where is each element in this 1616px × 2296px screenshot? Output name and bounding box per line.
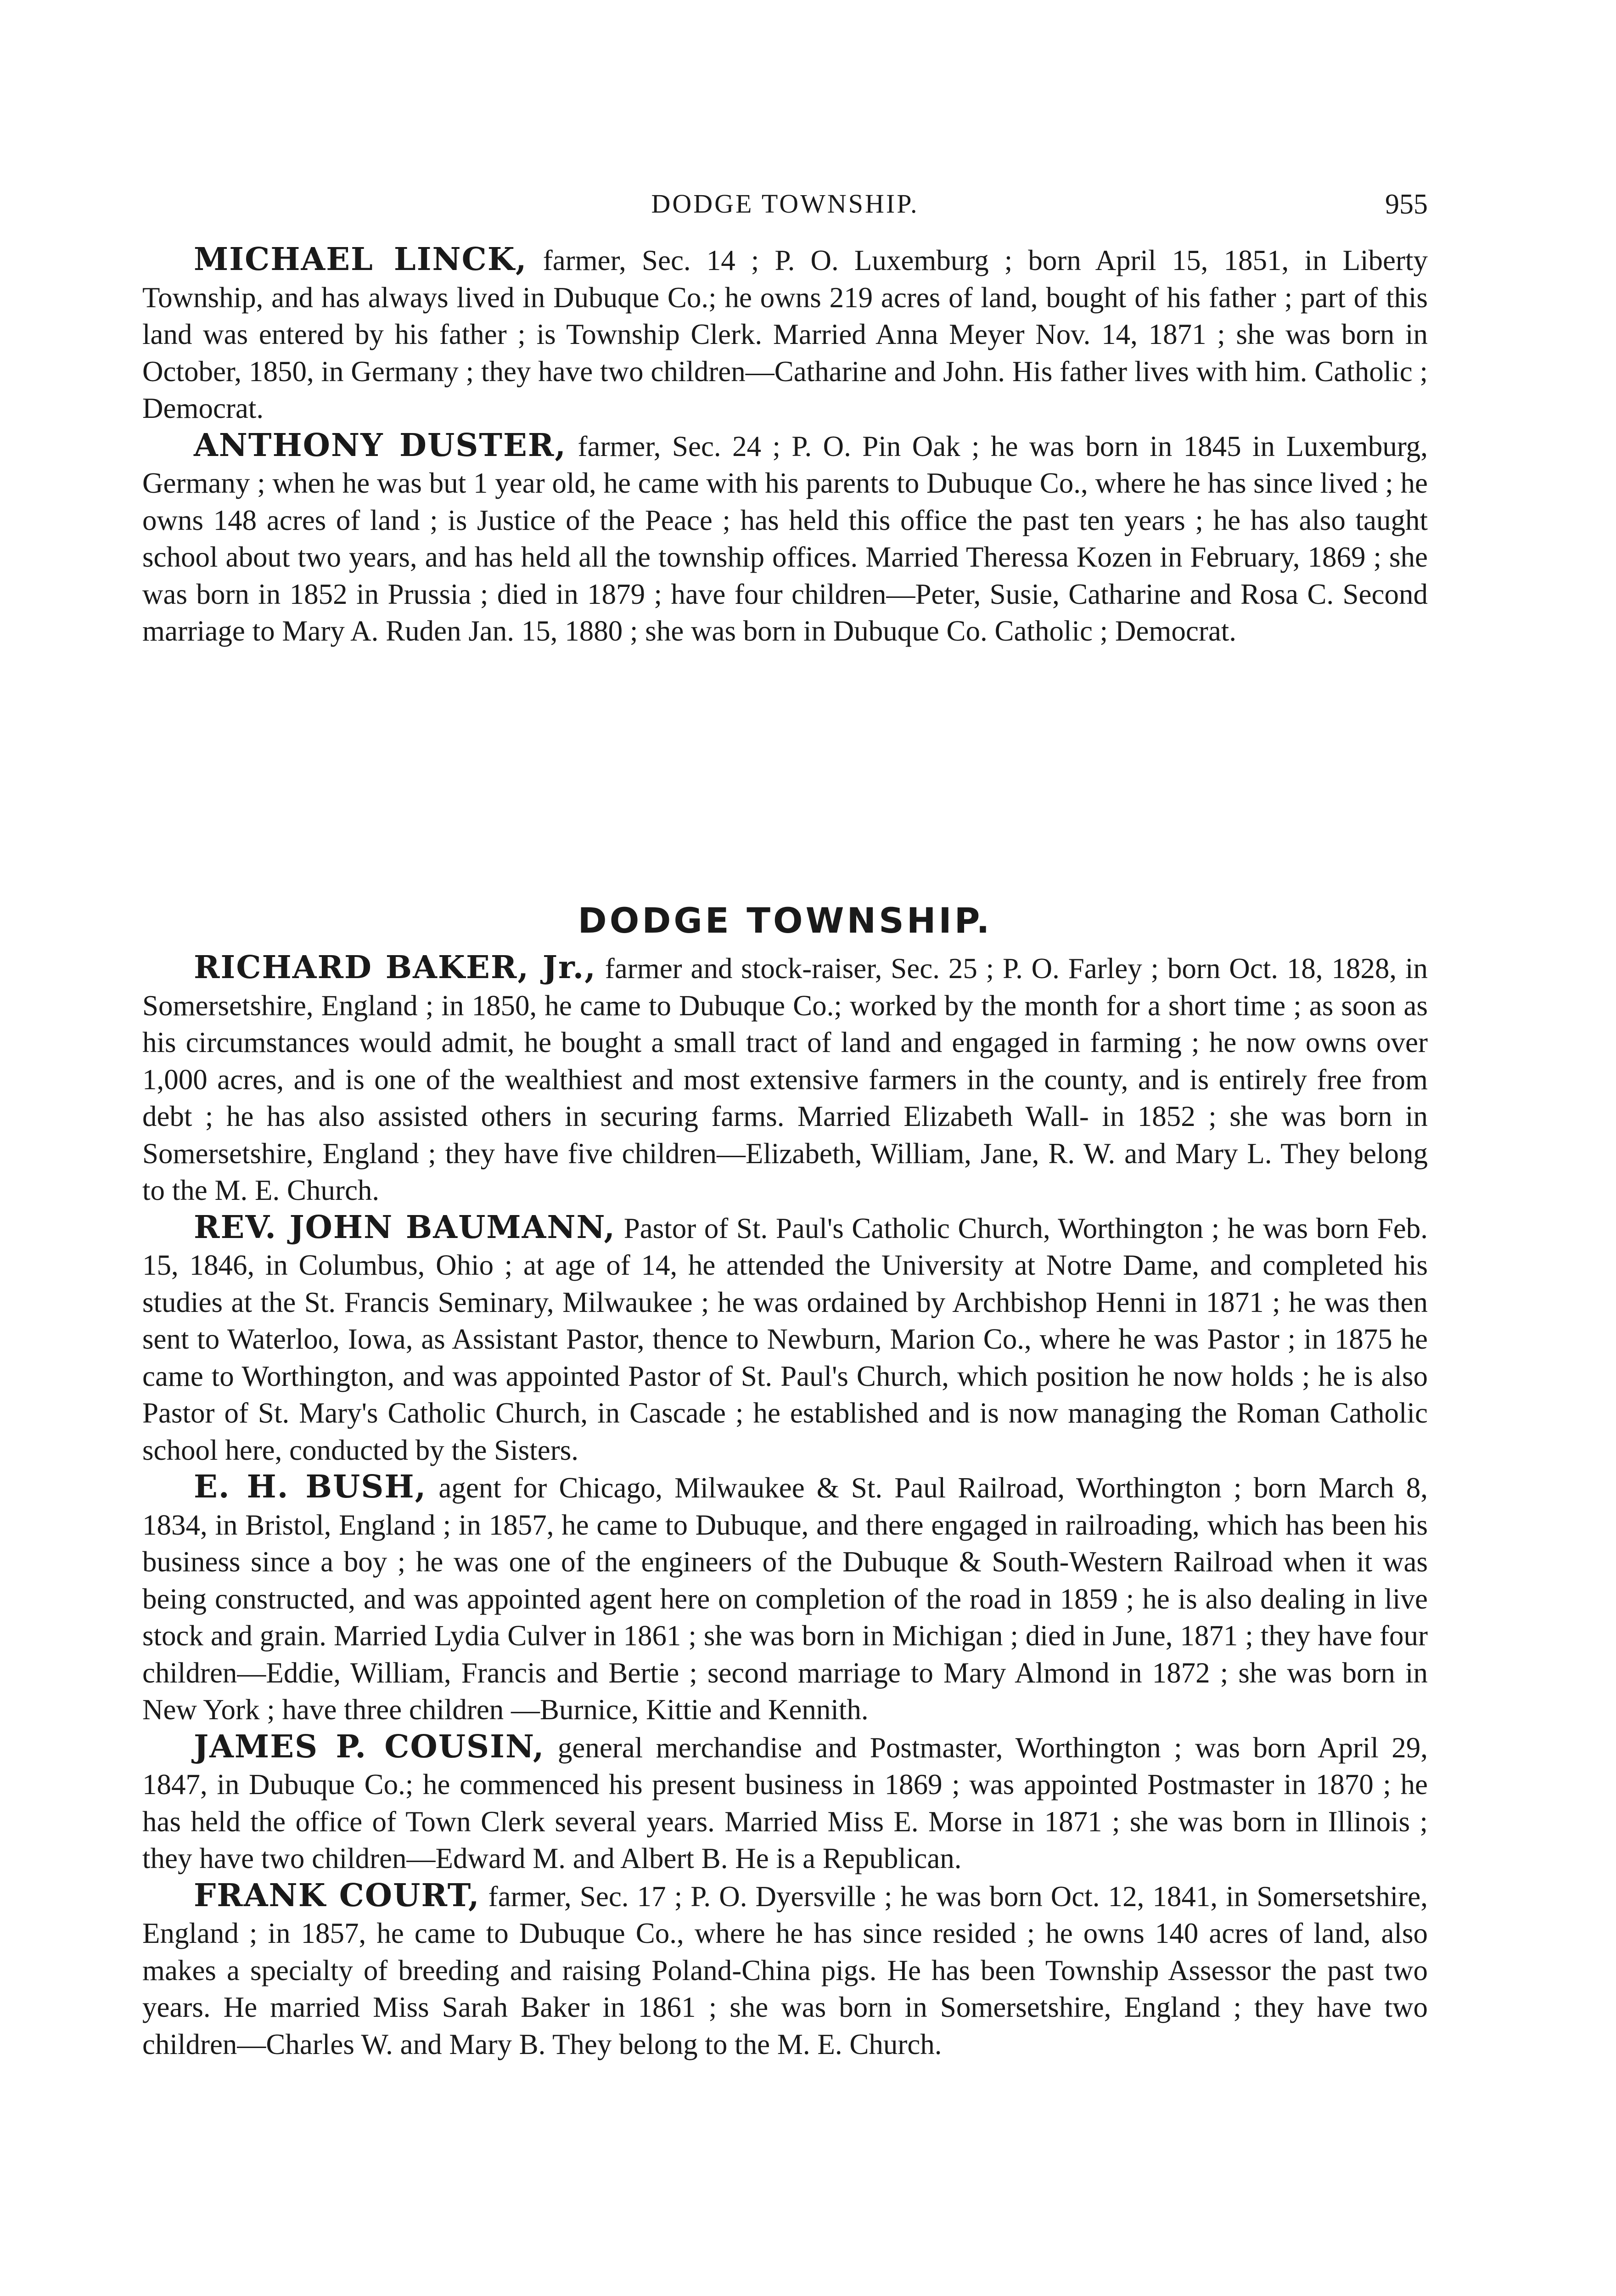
entry-name: FRANK COURT, (194, 1877, 480, 1914)
entry-name: RICHARD BAKER, Jr., (194, 949, 596, 986)
entry-text: farmer and stock-raiser, Sec. 25 ; P. O. Farley ; born Oct. 18, 1828, in Somersetshire, England ; in 1850, he came to Dubuque Co.; worked by the month for a short time ; as soon as his circumstances would admit, he bought a small tract of land and engaged in farming ; he now owns over 1,000 acres, and is one of the wealthiest and most extensive farmers in the county, and is entirely free from debt ; he has also assisted others in securing farms. Married Elizabeth Wall- in 1852 ; she was born in Somersetshire, England ; they have five children—Elizabeth, William, Jane, R. W. and Mary L. They belong to the M. E. Church. (142, 952, 1428, 1206)
section-heading: DODGE TOWNSHIP. (578, 900, 993, 941)
biography-entry (142, 1877, 1428, 2063)
biography-entry (142, 1469, 1428, 1728)
continued-entries (142, 241, 1428, 650)
entry-text: general merchandise and Postmaster, Worthington ; was born April 29, 1847, in Dubuque Co.; he commenced his present business in 1869 ; was appointed Postmaster in 1870 ; he has held the office of Town Clerk several years. Married Miss E. Morse in 1871 ; she was born in Illinois ; they have two children—Edward M. and Albert B. He is a Republican. (142, 1731, 1428, 1874)
biography-entry (142, 1209, 1428, 1469)
dodge-township-section (142, 898, 1428, 2063)
entry-name: JAMES P. COUSIN, (194, 1728, 545, 1765)
biography-entry (142, 241, 1428, 427)
entry-name: ANTHONY DUSTER, (194, 427, 567, 464)
page-number: 955 (1385, 189, 1428, 220)
entry-text: farmer, Sec. 24 ; P. O. Pin Oak ; he was born in 1845 in Luxemburg, Germany ; when he was but 1 year old, he came with his parents to Dubuque Co., where he has since lived ; he owns 148 acres of land ; is Justice of the Peace ; has held this office the past ten years ; he has also taught school about two years, and has held all the township offices. Married Theressa Kozen in February, 1869 ; she was born in 1852 in Prussia ; died in 1879 ; have four children—Peter, Susie, Catharine and Rosa C. Second marriage to Mary A. Ruden Jan. 15, 1880 ; she was born in Dubuque Co. Catholic ; Democrat. (142, 430, 1428, 647)
running-head (142, 188, 1428, 230)
entry-text: agent for Chicago, Milwaukee & St. Paul Railroad, Worthington ; born March 8, 1834, in Bristol, England ; in 1857, he came to Dubuque, and there engaged in railroading, which has been his business since a boy ; he was one of the engineers of the Dubuque & South-Western Railroad when it was being constructed, and was appointed agent here on completion of the road in 1859 ; he is also dealing in live stock and grain. Married Lydia Culver in 1861 ; she was born in Michigan ; died in June, 1871 ; they have four children—Eddie, William, Francis and Bertie ; second marriage to Mary Almond in 1872 ; she was born in New York ; have three children —Burnice, Kittie and Kennith. (142, 1472, 1428, 1726)
entry-name: REV. JOHN BAUMANN, (194, 1209, 616, 1246)
biography-entry (142, 1728, 1428, 1877)
entry-name: E. H. BUSH, (194, 1469, 427, 1505)
entry-name: MICHAEL LINCK, (194, 241, 527, 278)
entry-text: Pastor of St. Paul's Catholic Church, Worthington ; he was born Feb. 15, 1846, in Columbus, Ohio ; at age of 14, he attended the University at Notre Dame, and completed his studies at the St. Francis Seminary, Milwaukee ; he was ordained by Archbishop Henni in 1871 ; he was then sent to Waterloo, Iowa, as Assistant Pastor, thence to Newburn, Marion Co., where he was Pastor ; in 1875 he came to Worthington, and was appointed Pastor of St. Paul's Church, which position he now holds ; he is also Pastor of St. Mary's Catholic Church, in Cascade ; he established and is now managing the Roman Catholic school here, conducted by the Sisters. (142, 1212, 1428, 1466)
biography-entry (142, 949, 1428, 1209)
biography-entry (142, 427, 1428, 650)
entry-text: farmer, Sec. 17 ; P. O. Dyersville ; he was born Oct. 12, 1841, in Somersetshire, England ; in 1857, he came to Dubuque Co., where he has since resided ; he owns 140 acres of land, also makes a specialty of breeding and raising Poland-China pigs. He has been Township Assessor the past two years. He married Miss Sarah Baker in 1861 ; she was born in Somersetshire, England ; they have two children—Charles W. and Mary B. They belong to the M. E. Church. (142, 1880, 1428, 2060)
running-title: DODGE TOWNSHIP. (651, 189, 919, 219)
entry-text: farmer, Sec. 14 ; P. O. Luxemburg ; born April 15, 1851, in Liberty Township, and has always lived in Dubuque Co.; he owns 219 acres of land, bought of his father ; part of this land was entered by his father ; is Township Clerk. Married Anna Meyer Nov. 14, 1871 ; she was born in October, 1850, in Germany ; they have two children—Catharine and John. His father lives with him. Catholic ; Democrat. (142, 244, 1428, 424)
